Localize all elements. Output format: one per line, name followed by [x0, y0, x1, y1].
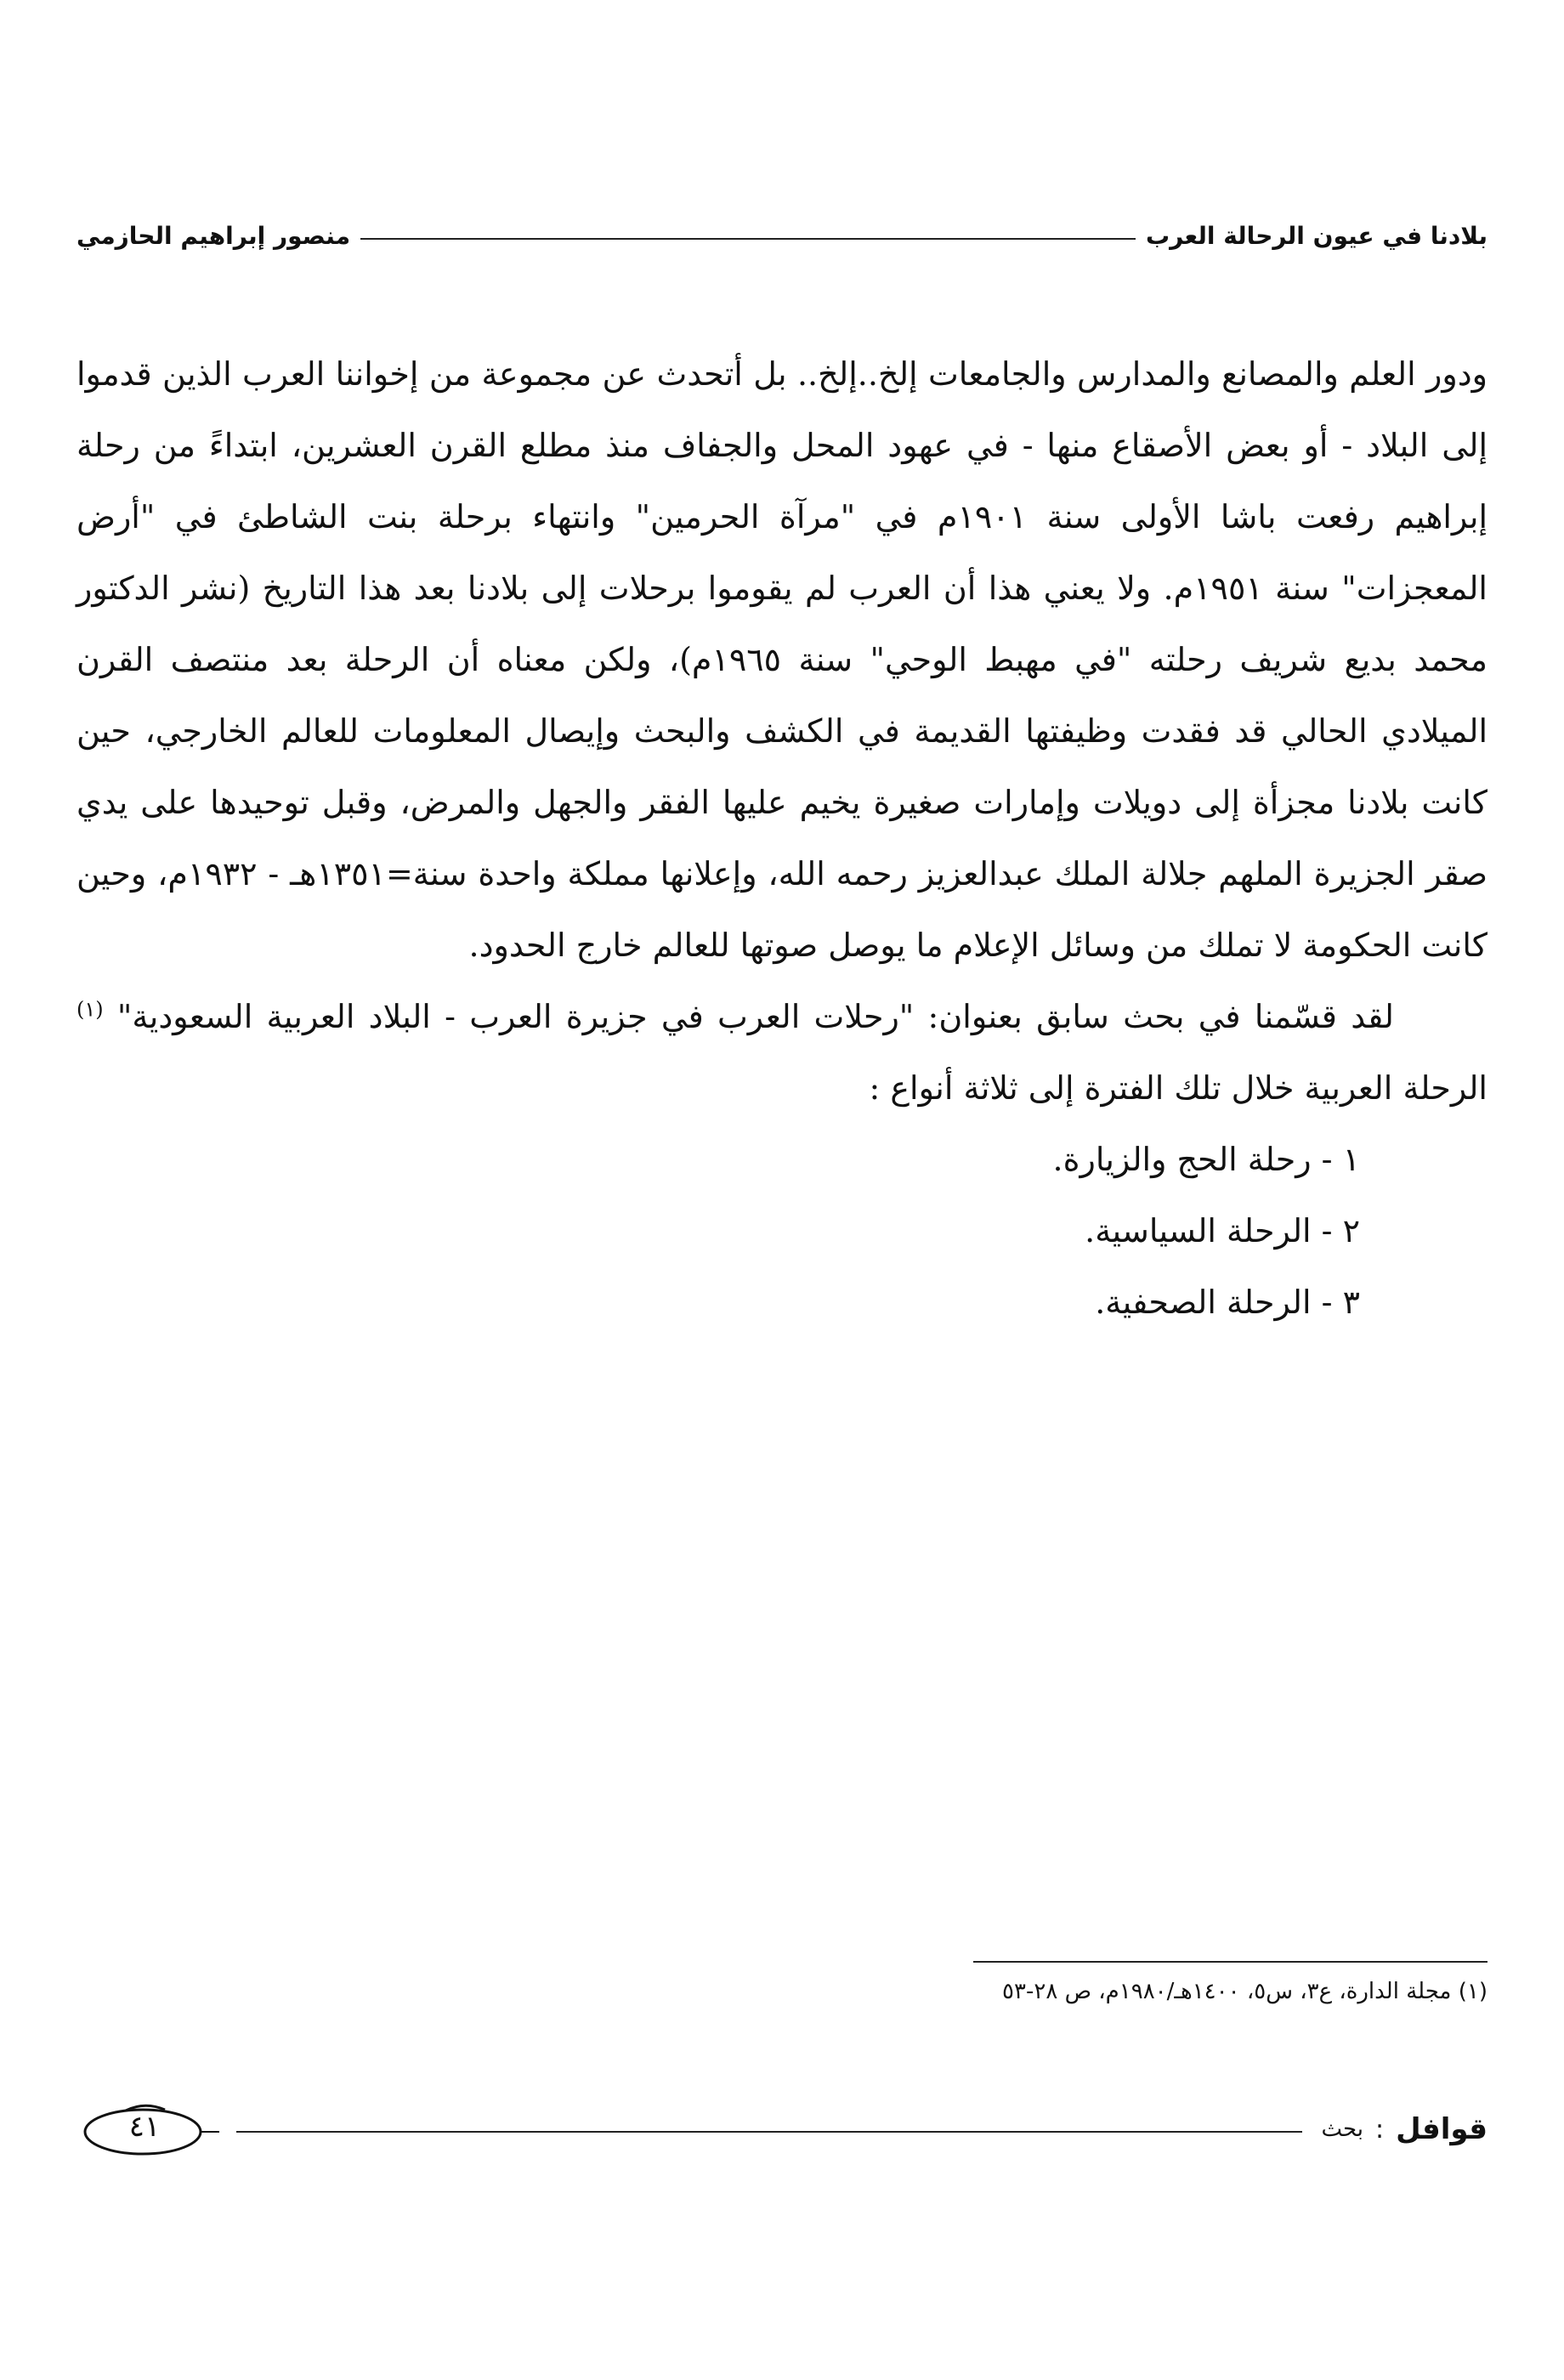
body-text [76, 338, 1488, 1338]
header-rule [360, 238, 1136, 240]
list-item: ١ - رحلة الحج والزيارة. [1052, 1141, 1360, 1178]
page-number-badge [76, 2100, 221, 2159]
list-item: ٣ - الرحلة الصحفية. [1095, 1284, 1360, 1321]
footer-rule [236, 2131, 1302, 2133]
footer-section-label: بحث [1321, 2116, 1364, 2142]
running-footer [76, 2100, 1488, 2159]
paragraph-2-text-a: لقد قسّمنا في بحث سابق بعنوان: "رحلات العرب في جزيرة العرب - البلاد العربية السعودية" [116, 998, 1394, 1035]
running-header [76, 214, 1488, 257]
header-author: منصور إبراهيم الحازمي [76, 221, 351, 250]
paragraph-2-text-b: الرحلة العربية خلال تلك الفترة إلى ثلاثة أنواع : [869, 1069, 1488, 1107]
footer-separator: : [1375, 2114, 1385, 2145]
footnote-rule [973, 1961, 1488, 1963]
types-list [76, 1124, 1488, 1338]
footer-journal-name: قوافل [1396, 2112, 1488, 2146]
footnote-1: (١) مجلة الدارة، ع٣، س٥، ١٤٠٠هـ/١٩٨٠م، ص ٢٨-٥٣ [1002, 1979, 1488, 2004]
header-book-title: بلادنا في عيون الرحالة العرب [1145, 221, 1488, 250]
footnote-reference: (١) [76, 997, 104, 1022]
paragraph-2 [76, 981, 1488, 1124]
page-number: ٤١ [128, 2110, 161, 2144]
list-item: ٢ - الرحلة السياسية. [1085, 1212, 1360, 1250]
paragraph-1: ودور العلم والمصانع والمدارس والجامعات إلخ..إلخ.. بل أتحدث عن مجموعة من إخواننا العرب الذين قدموا إلى البلاد - أو بعض الأصقاع منها - في عهود المحل والجفاف منذ مطلع القرن العشرين، ابتداءً من رحلة إبراهيم رفعت باشا الأولى سنة ١٩٠١م في "مرآة الحرمين" وانتهاء برحلة بنت الشاطئ في "أرض المعجزات" سنة ١٩٥١م. ولا يعني هذا أن العرب لم يقوموا برحلات إلى بلادنا بعد هذا التاريخ (نشر الدكتور محمد بديع شريف رحلته "في مهبط الوحي" سنة ١٩٦٥م)، ولكن معناه أن الرحلة بعد منتصف القرن الميلادي الحالي قد فقدت وظيفتها القديمة في الكشف والبحث وإيصال المعلومات للعالم الخارجي، حين كانت بلادنا مجزأة إلى دويلات وإمارات صغيرة يخيم عليها الفقر والجهل والمرض، وقبل توحيدها على يدي صقر الجزيرة الملهم جلالة الملك عبدالعزيز رحمه الله، وإعلانها مملكة واحدة سنة=١٣٥١هـ - ١٩٣٢م، وحين كانت الحكومة لا تملك من وسائل الإعلام ما يوصل صوتها للعالم خارج الحدود. [76, 355, 1488, 964]
